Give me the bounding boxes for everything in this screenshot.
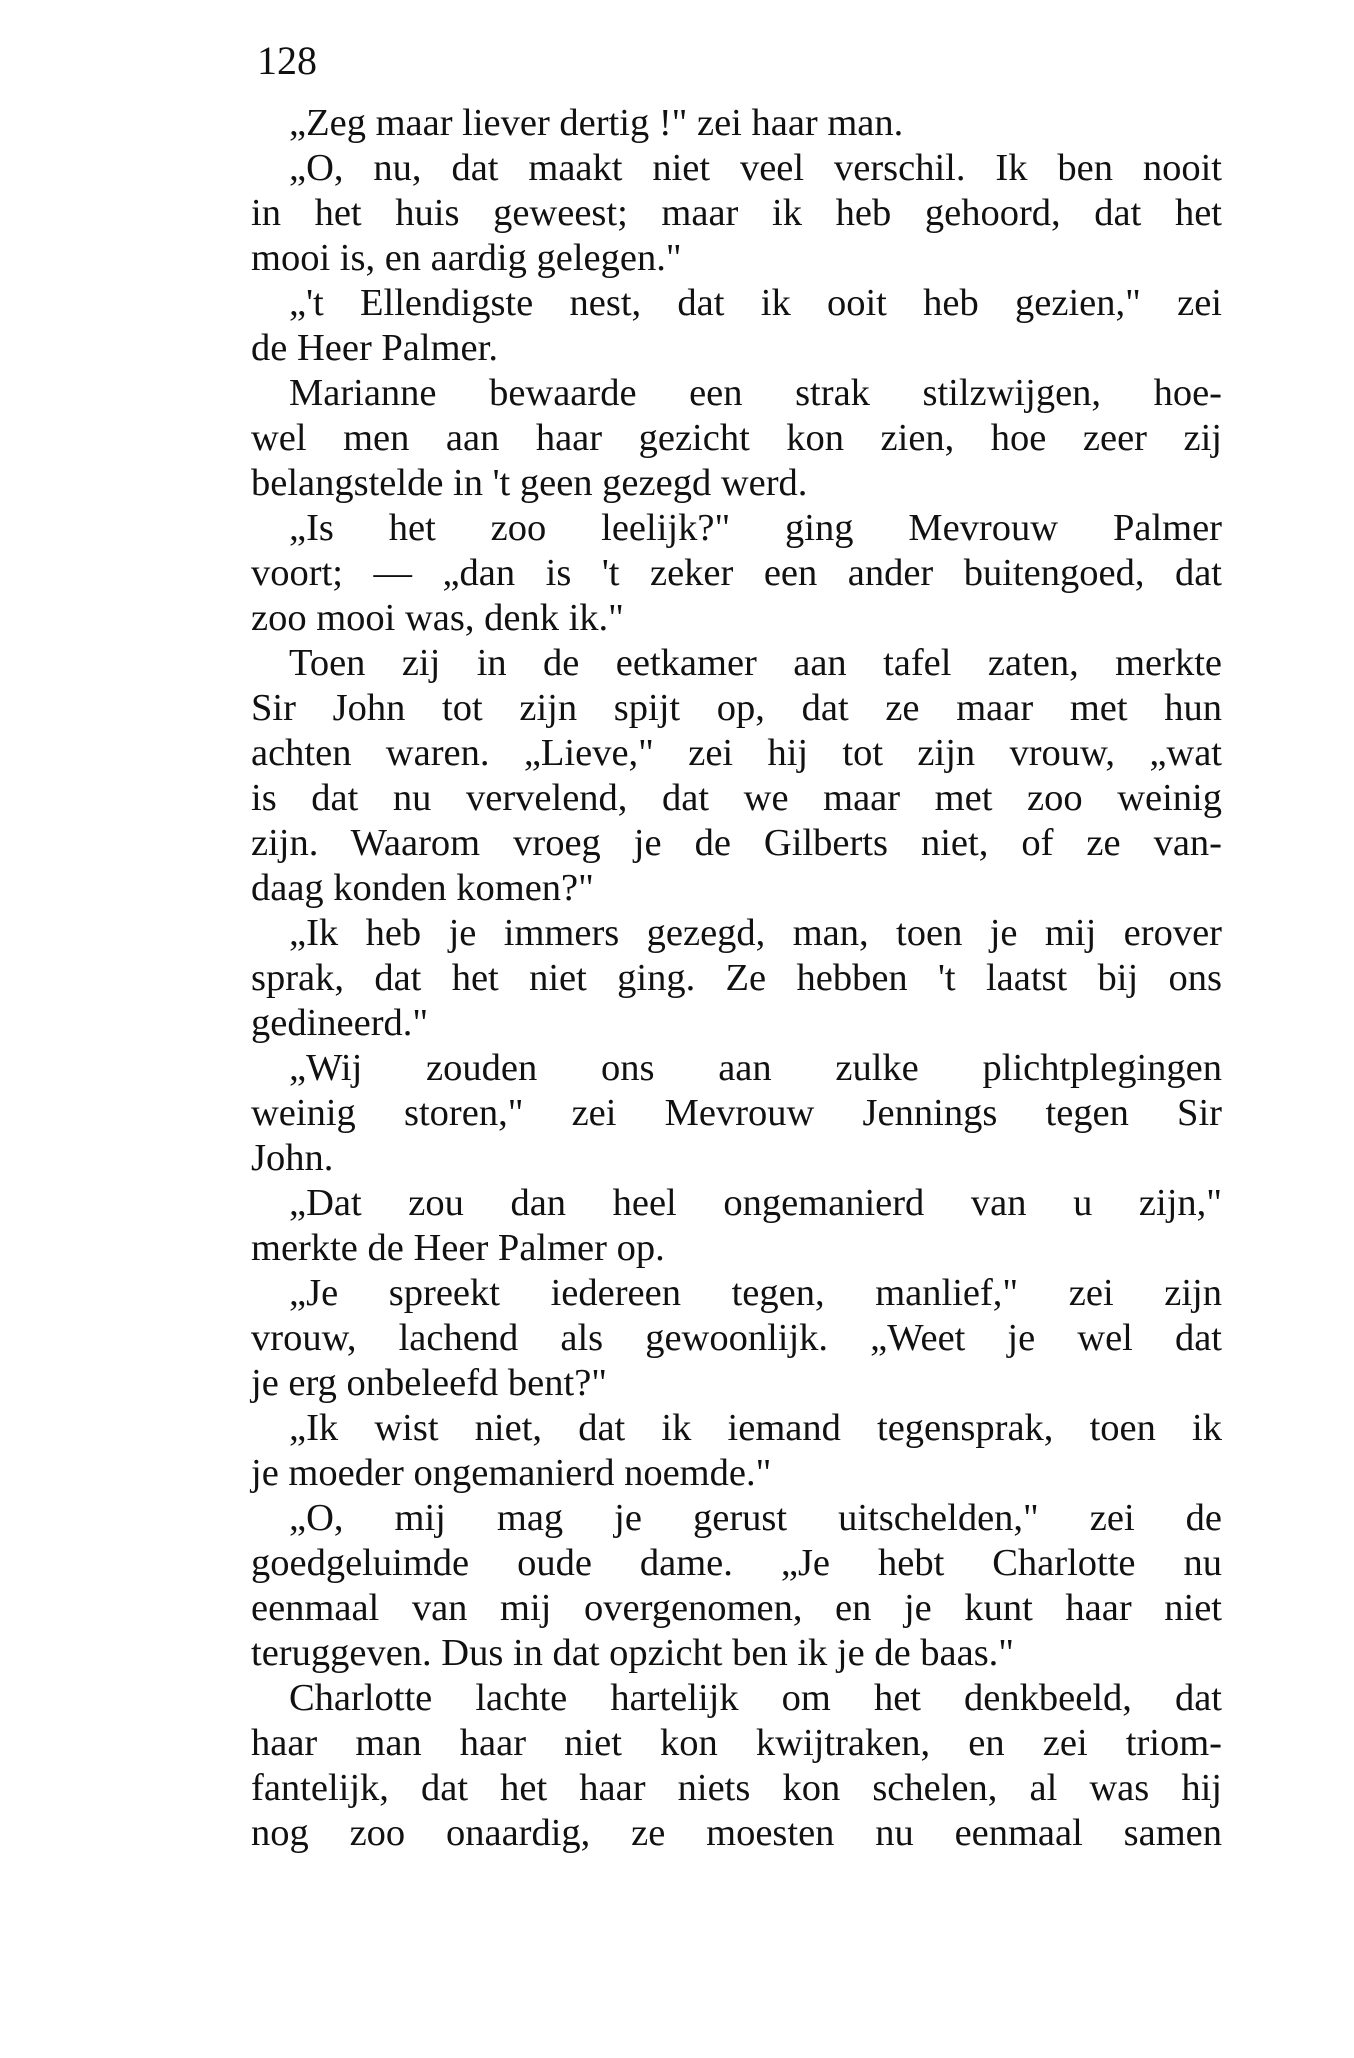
paragraph — [251, 281, 1222, 371]
text-line: de Heer Palmer. — [251, 327, 498, 369]
text-line: „Wij zouden ons aan zulke plichtplegingen — [289, 1047, 1222, 1089]
paragraph — [251, 1496, 1222, 1676]
text-line: „Ik heb je immers gezegd, man, toen je mij erover — [289, 912, 1222, 954]
paragraph — [251, 506, 1222, 641]
paragraph — [251, 146, 1222, 281]
text-line: John. — [251, 1137, 334, 1179]
text-line: nog zoo onaardig, ze moesten nu eenmaal samen — [251, 1812, 1222, 1854]
text-line: Sir John tot zijn spijt op, dat ze maar met hun — [251, 687, 1222, 729]
text-line: vrouw, lachend als gewoonlijk. „Weet je wel dat — [251, 1317, 1222, 1359]
text-line: achten waren. „Lieve," zei hij tot zijn vrouw, „wat — [251, 732, 1222, 774]
paragraph — [251, 101, 1222, 146]
text-line: in het huis geweest; maar ik heb gehoord, dat het — [251, 192, 1222, 234]
text-line: je moeder ongemanierd noemde." — [251, 1452, 772, 1494]
paragraph — [251, 1271, 1222, 1406]
text-line: is dat nu vervelend, dat we maar met zoo weinig — [251, 777, 1222, 819]
paragraph — [251, 371, 1222, 506]
text-line: „O, mij mag je gerust uitschelden," zei de — [289, 1497, 1222, 1539]
text-line: fantelijk, dat het haar niets kon schelen, al was hij — [251, 1767, 1222, 1809]
text-line: „Ik wist niet, dat ik iemand tegensprak, toen ik — [289, 1407, 1222, 1449]
text-line: goedgeluimde oude dame. „Je hebt Charlotte nu — [251, 1542, 1222, 1584]
page-number: 128 — [257, 38, 317, 83]
text-line: zoo mooi was, denk ik." — [251, 597, 624, 639]
text-line: teruggeven. Dus in dat opzicht ben ik je de baas." — [251, 1632, 1015, 1674]
text-line: „Is het zoo leelijk?" ging Mevrouw Palmer — [289, 507, 1222, 549]
body-text — [251, 101, 1222, 1856]
text-line: eenmaal van mij overgenomen, en je kunt haar niet — [251, 1587, 1222, 1629]
text-line: merkte de Heer Palmer op. — [251, 1227, 665, 1269]
text-line: daag konden komen?" — [251, 867, 594, 909]
paragraph — [251, 1676, 1222, 1856]
text-line: „Dat zou dan heel ongemanierd van u zijn," — [289, 1182, 1222, 1224]
text-line: sprak, dat het niet ging. Ze hebben 't laatst bij ons — [251, 957, 1222, 999]
paragraph — [251, 911, 1222, 1046]
text-line: wel men aan haar gezicht kon zien, hoe zeer zij — [251, 417, 1222, 459]
paragraph — [251, 1406, 1222, 1496]
text-line: mooi is, en aardig gelegen." — [251, 237, 682, 279]
text-line: haar man haar niet kon kwijtraken, en zei triom- — [251, 1722, 1222, 1764]
text-line: Toen zij in de eetkamer aan tafel zaten, merkte — [289, 642, 1222, 684]
text-line: „'t Ellendigste nest, dat ik ooit heb gezien," zei — [289, 282, 1222, 324]
text-line: zijn. Waarom vroeg je de Gilberts niet, of ze van- — [251, 822, 1222, 864]
paragraph — [251, 1181, 1222, 1271]
text-line: „Zeg maar liever dertig !" zei haar man. — [289, 102, 904, 144]
text-line: je erg onbeleefd bent?" — [251, 1362, 607, 1404]
text-line: voort; — „dan is 't zeker een ander buitengoed, dat — [251, 552, 1222, 594]
text-line: „Je spreekt iedereen tegen, manlief," zei zijn — [289, 1272, 1222, 1314]
text-line: Charlotte lachte hartelijk om het denkbeeld, dat — [289, 1677, 1222, 1719]
text-line: belangstelde in 't geen gezegd werd. — [251, 462, 808, 504]
text-line: gedineerd." — [251, 1002, 429, 1044]
text-line: weinig storen," zei Mevrouw Jennings tegen Sir — [251, 1092, 1222, 1134]
paragraph — [251, 1046, 1222, 1181]
paragraph — [251, 641, 1222, 911]
text-line: „O, nu, dat maakt niet veel verschil. Ik ben nooit — [289, 147, 1222, 189]
text-line: Marianne bewaarde een strak stilzwijgen, hoe- — [289, 372, 1222, 414]
